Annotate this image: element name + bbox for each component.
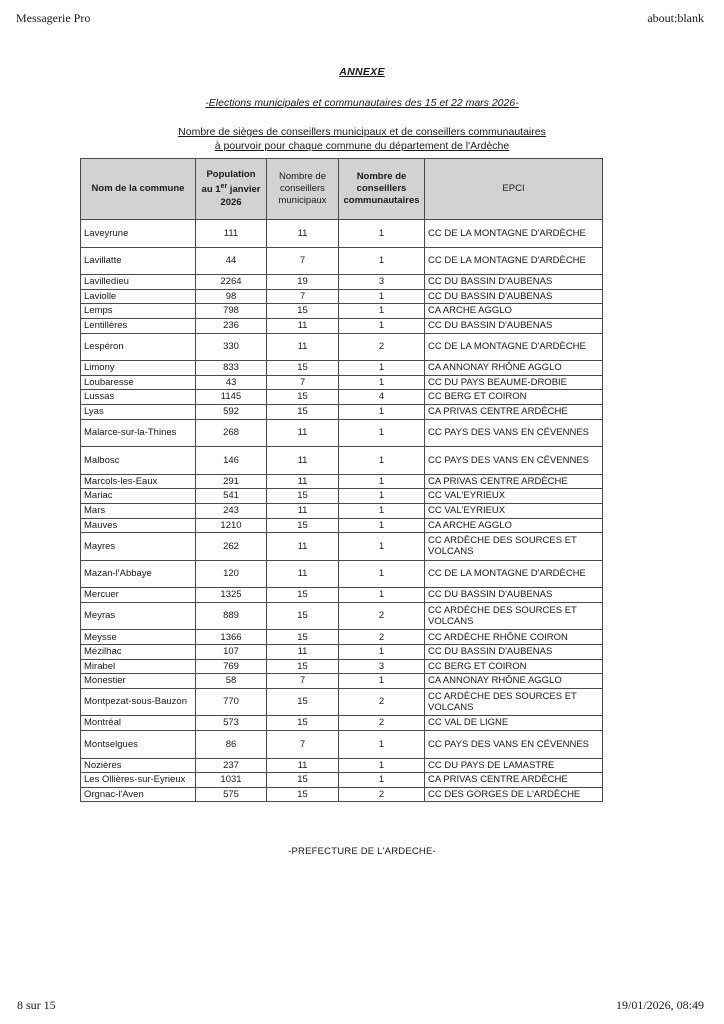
cell-municipaux: 15 [267, 404, 339, 419]
cell-commune: Laveyrune [81, 220, 196, 248]
cell-population: 262 [196, 533, 267, 561]
cell-municipaux: 11 [267, 318, 339, 333]
cell-epci: CA PRIVAS CENTRE ARDÈCHE [425, 474, 603, 489]
header-communautaires-l1: Nombre de [356, 171, 407, 182]
cell-commune: Mézilhac [81, 645, 196, 660]
cell-commune: Lavilledieu [81, 275, 196, 290]
cell-epci: CC DES GORGES DE L'ARDÈCHE [425, 787, 603, 802]
cell-municipaux: 7 [267, 731, 339, 759]
cell-population: 1366 [196, 630, 267, 645]
cell-communautaires: 1 [339, 474, 425, 489]
table-row [81, 474, 603, 489]
header-population-l2b: janvier [227, 184, 261, 196]
table-row [81, 275, 603, 290]
table-row [81, 375, 603, 390]
cell-commune: Lavillatte [81, 247, 196, 275]
cell-municipaux: 11 [267, 474, 339, 489]
cell-municipaux: 7 [267, 674, 339, 689]
table-header-row [81, 159, 603, 220]
cell-epci: CC DU BASSIN D'AUBENAS [425, 318, 603, 333]
cell-commune: Lemps [81, 304, 196, 319]
cell-commune: Lespéron [81, 333, 196, 361]
cell-epci: CC PAYS DES VANS EN CÉVENNES [425, 731, 603, 759]
table-row [81, 716, 603, 731]
cell-epci: CC BERG ET COIRON [425, 390, 603, 405]
cell-epci: CC DU PAYS BEAUME-DROBIE [425, 375, 603, 390]
cell-commune: Meyras [81, 602, 196, 630]
cell-epci: CC DE LA MONTAGNE D'ARDÈCHE [425, 220, 603, 248]
cell-epci: CC DU BASSIN D'AUBENAS [425, 588, 603, 603]
cell-epci: CC DU BASSIN D'AUBENAS [425, 275, 603, 290]
table-row [81, 518, 603, 533]
header-communautaires-l2: conseillers [356, 183, 407, 194]
cell-communautaires: 1 [339, 289, 425, 304]
cell-commune: Loubaresse [81, 375, 196, 390]
cell-municipaux: 11 [267, 560, 339, 588]
cell-communautaires: 1 [339, 674, 425, 689]
table-row [81, 447, 603, 475]
header-population-l2a: au 1 [201, 184, 221, 196]
cell-population: 2264 [196, 275, 267, 290]
cell-population: 798 [196, 304, 267, 319]
table-row [81, 503, 603, 518]
cell-epci: CA PRIVAS CENTRE ARDÈCHE [425, 773, 603, 788]
header-communautaires [339, 159, 425, 220]
cell-population: 86 [196, 731, 267, 759]
cell-epci: CC DU PAYS DE LAMASTRE [425, 758, 603, 773]
cell-commune: Lussas [81, 390, 196, 405]
cell-population: 44 [196, 247, 267, 275]
table-row [81, 630, 603, 645]
cell-epci: CC DE LA MONTAGNE D'ARDÈCHE [425, 333, 603, 361]
cell-commune: Limony [81, 361, 196, 376]
cell-commune: Mazan-l'Abbaye [81, 560, 196, 588]
cell-communautaires: 1 [339, 645, 425, 660]
table-row [81, 220, 603, 248]
cell-municipaux: 11 [267, 758, 339, 773]
header-population [196, 159, 267, 220]
cell-epci: CC PAYS DES VANS EN CÉVENNES [425, 419, 603, 447]
header-municipaux-l3: municipaux [278, 195, 327, 206]
table-body [81, 220, 603, 802]
table-row [81, 602, 603, 630]
cell-epci: CA ANNONAY RHÔNE AGGLO [425, 674, 603, 689]
cell-population: 43 [196, 375, 267, 390]
cell-municipaux: 15 [267, 304, 339, 319]
cell-municipaux: 15 [267, 630, 339, 645]
cell-commune: Montselgues [81, 731, 196, 759]
cell-epci: CA ANNONAY RHÔNE AGGLO [425, 361, 603, 376]
cell-epci: CC ARDÈCHE DES SOURCES ET VOLCANS [425, 602, 603, 630]
cell-municipaux: 11 [267, 220, 339, 248]
table-row [81, 419, 603, 447]
cell-commune: Mirabel [81, 659, 196, 674]
cell-communautaires: 2 [339, 688, 425, 716]
cell-commune: Mars [81, 503, 196, 518]
header-population-l1: Population [206, 169, 256, 181]
cell-communautaires: 3 [339, 659, 425, 674]
cell-commune: Meysse [81, 630, 196, 645]
cell-communautaires: 1 [339, 773, 425, 788]
cell-population: 243 [196, 503, 267, 518]
cell-epci: CC PAYS DES VANS EN CÉVENNES [425, 447, 603, 475]
cell-population: 1325 [196, 588, 267, 603]
cell-epci: CC ARDÈCHE DES SOURCES ET VOLCANS [425, 533, 603, 561]
table-row [81, 688, 603, 716]
cell-municipaux: 7 [267, 375, 339, 390]
cell-communautaires: 4 [339, 390, 425, 405]
cell-municipaux: 11 [267, 503, 339, 518]
cell-communautaires: 2 [339, 333, 425, 361]
document-heading [0, 125, 724, 153]
cell-commune: Malbosc [81, 447, 196, 475]
table-row [81, 404, 603, 419]
cell-commune: Mariac [81, 489, 196, 504]
cell-population: 268 [196, 419, 267, 447]
cell-population: 107 [196, 645, 267, 660]
header-municipaux-l2: conseillers [280, 183, 325, 194]
cell-municipaux: 15 [267, 518, 339, 533]
cell-communautaires: 1 [339, 404, 425, 419]
heading-line-2: à pourvoir pour chaque commune du département de l'Ardèche [214, 140, 510, 152]
annexe-title: ANNEXE [339, 66, 385, 78]
table-row [81, 318, 603, 333]
cell-municipaux: 15 [267, 659, 339, 674]
cell-epci: CC VAL'EYRIEUX [425, 503, 603, 518]
page-counter: 8 sur 15 [17, 998, 56, 1012]
cell-communautaires: 1 [339, 419, 425, 447]
cell-epci: CC ARDÈCHE DES SOURCES ET VOLCANS [425, 688, 603, 716]
table-row [81, 390, 603, 405]
cell-population: 1210 [196, 518, 267, 533]
cell-municipaux: 15 [267, 773, 339, 788]
cell-municipaux: 11 [267, 333, 339, 361]
cell-population: 889 [196, 602, 267, 630]
cell-commune: Monestier [81, 674, 196, 689]
cell-epci: CC DE LA MONTAGNE D'ARDÈCHE [425, 247, 603, 275]
cell-municipaux: 15 [267, 361, 339, 376]
cell-municipaux: 15 [267, 716, 339, 731]
cell-municipaux: 11 [267, 447, 339, 475]
cell-population: 237 [196, 758, 267, 773]
table-row [81, 731, 603, 759]
cell-commune: Les Ollières-sur-Eyrieux [81, 773, 196, 788]
cell-commune: Mercuer [81, 588, 196, 603]
table-row [81, 289, 603, 304]
cell-communautaires: 1 [339, 731, 425, 759]
cell-population: 146 [196, 447, 267, 475]
cell-population: 769 [196, 659, 267, 674]
cell-epci: CA ARCHE AGGLO [425, 518, 603, 533]
heading-line-1: Nombre de sièges de conseillers municipaux et de conseillers communautaires [178, 126, 546, 138]
cell-communautaires: 1 [339, 318, 425, 333]
cell-communautaires: 2 [339, 787, 425, 802]
cell-epci: CA PRIVAS CENTRE ARDÈCHE [425, 404, 603, 419]
table-row [81, 674, 603, 689]
cell-communautaires: 1 [339, 503, 425, 518]
prefecture-footer: -PREFECTURE DE L'ARDECHE- [288, 846, 436, 857]
cell-communautaires: 1 [339, 375, 425, 390]
document-subtitle: -Elections municipales et communautaires des 15 et 22 mars 2026- [205, 97, 519, 109]
cell-population: 291 [196, 474, 267, 489]
table-row [81, 489, 603, 504]
table-row [81, 659, 603, 674]
header-municipaux-l1: Nombre de [279, 171, 326, 182]
cell-municipaux: 19 [267, 275, 339, 290]
header-population-sup: er [220, 183, 228, 191]
table-row [81, 560, 603, 588]
cell-municipaux: 15 [267, 390, 339, 405]
cell-epci: CC VAL DE LIGNE [425, 716, 603, 731]
table-row [81, 773, 603, 788]
cell-commune: Lyas [81, 404, 196, 419]
table-row [81, 304, 603, 319]
table-row [81, 361, 603, 376]
cell-population: 330 [196, 333, 267, 361]
cell-population: 58 [196, 674, 267, 689]
header-epci: EPCI [425, 159, 603, 220]
browser-url: about:blank [647, 11, 704, 25]
table-row [81, 533, 603, 561]
cell-commune: Montréal [81, 716, 196, 731]
header-communautaires-l3: communautaires [343, 195, 420, 206]
cell-commune: Nozières [81, 758, 196, 773]
cell-municipaux: 15 [267, 588, 339, 603]
cell-communautaires: 2 [339, 602, 425, 630]
cell-commune: Laviolle [81, 289, 196, 304]
cell-communautaires: 1 [339, 447, 425, 475]
cell-communautaires: 1 [339, 560, 425, 588]
cell-municipaux: 7 [267, 247, 339, 275]
cell-communautaires: 1 [339, 220, 425, 248]
cell-epci: CC BERG ET COIRON [425, 659, 603, 674]
cell-population: 236 [196, 318, 267, 333]
browser-tab-title: Messagerie Pro [16, 11, 91, 25]
cell-epci: CC DU BASSIN D'AUBENAS [425, 289, 603, 304]
cell-population: 120 [196, 560, 267, 588]
cell-commune: Mayres [81, 533, 196, 561]
cell-population: 575 [196, 787, 267, 802]
cell-population: 111 [196, 220, 267, 248]
cell-population: 1145 [196, 390, 267, 405]
cell-commune: Orgnac-l'Aven [81, 787, 196, 802]
cell-municipaux: 11 [267, 419, 339, 447]
communes-table [80, 158, 603, 802]
cell-commune: Marcols-les-Eaux [81, 474, 196, 489]
cell-population: 1031 [196, 773, 267, 788]
cell-population: 98 [196, 289, 267, 304]
table-row [81, 645, 603, 660]
cell-communautaires: 2 [339, 630, 425, 645]
cell-epci: CC VAL'EYRIEUX [425, 489, 603, 504]
cell-commune: Mauves [81, 518, 196, 533]
cell-communautaires: 1 [339, 304, 425, 319]
cell-commune: Montpezat-sous-Bauzon [81, 688, 196, 716]
cell-municipaux: 11 [267, 533, 339, 561]
cell-municipaux: 15 [267, 602, 339, 630]
cell-communautaires: 1 [339, 533, 425, 561]
cell-communautaires: 1 [339, 518, 425, 533]
print-timestamp: 19/01/2026, 08:49 [615, 998, 704, 1012]
header-commune: Nom de la commune [81, 159, 196, 220]
cell-municipaux: 15 [267, 688, 339, 716]
header-municipaux [267, 159, 339, 220]
cell-population: 541 [196, 489, 267, 504]
cell-municipaux: 7 [267, 289, 339, 304]
cell-epci: CC DE LA MONTAGNE D'ARDÈCHE [425, 560, 603, 588]
cell-communautaires: 2 [339, 716, 425, 731]
header-population-l3: 2026 [220, 196, 242, 208]
cell-population: 833 [196, 361, 267, 376]
cell-epci: CA ARCHE AGGLO [425, 304, 603, 319]
cell-commune: Lentillères [81, 318, 196, 333]
table-row [81, 247, 603, 275]
cell-communautaires: 3 [339, 275, 425, 290]
table-row [81, 588, 603, 603]
cell-communautaires: 1 [339, 758, 425, 773]
cell-epci: CC ARDÈCHE RHÔNE COIRON [425, 630, 603, 645]
cell-municipaux: 15 [267, 787, 339, 802]
cell-epci: CC DU BASSIN D'AUBENAS [425, 645, 603, 660]
table-row [81, 333, 603, 361]
table-row [81, 787, 603, 802]
cell-municipaux: 15 [267, 489, 339, 504]
cell-commune: Malarce-sur-la-Thines [81, 419, 196, 447]
cell-population: 770 [196, 688, 267, 716]
cell-municipaux: 11 [267, 645, 339, 660]
cell-communautaires: 1 [339, 588, 425, 603]
cell-population: 592 [196, 404, 267, 419]
cell-population: 573 [196, 716, 267, 731]
cell-communautaires: 1 [339, 247, 425, 275]
table-row [81, 758, 603, 773]
cell-communautaires: 1 [339, 489, 425, 504]
cell-communautaires: 1 [339, 361, 425, 376]
